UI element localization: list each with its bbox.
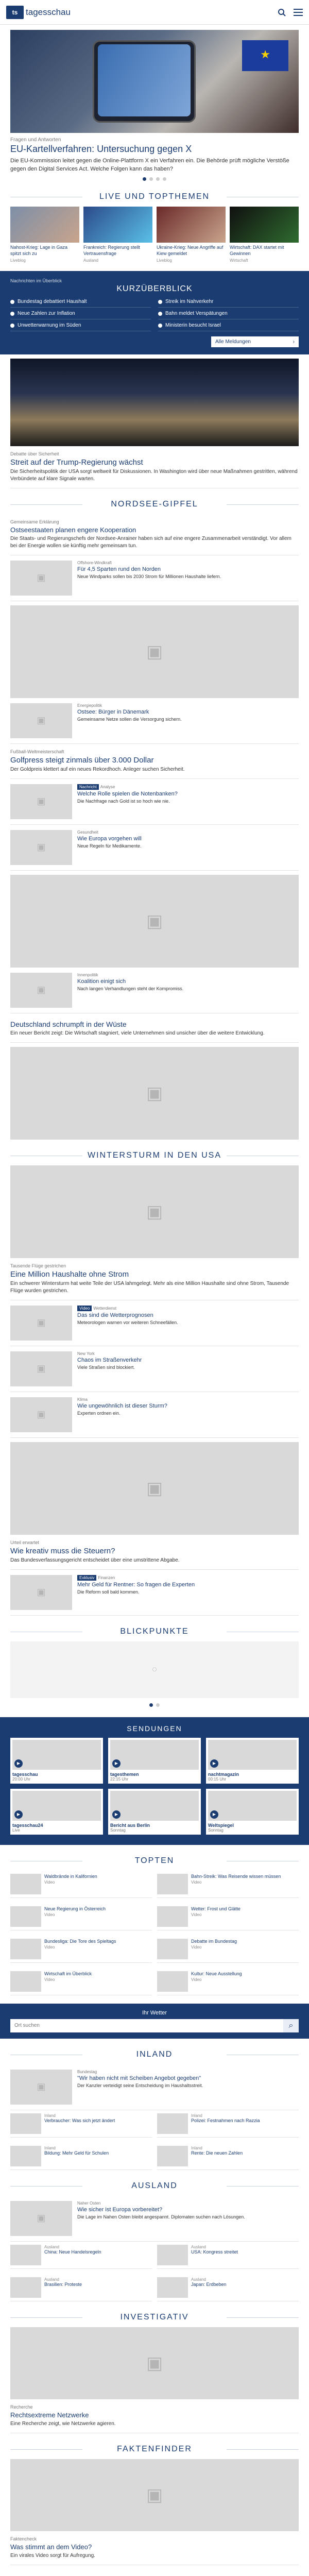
row-kicker: Offshore-Windkraft bbox=[77, 560, 112, 565]
sendung-card[interactable] bbox=[108, 1789, 201, 1835]
row-title: Welche Rolle spielen die Notenbanken? bbox=[77, 790, 178, 797]
item-kicker: Ausland bbox=[191, 2244, 206, 2249]
faktenfinder-article[interactable] bbox=[10, 2531, 299, 2565]
row-kicker: Innenpolitik bbox=[77, 972, 98, 977]
item-kicker: Ausland bbox=[191, 2277, 206, 2282]
winter-title: Eine Million Haushalte ohne Strom bbox=[10, 1269, 129, 1279]
row-desc: Die Nachfrage nach Gold ist so hoch wie nie. bbox=[77, 798, 170, 804]
image-placeholder-icon: ▣ bbox=[10, 1351, 72, 1386]
hero-teaser-text: Die EU-Kommission leitet gegen die Online-Plattform X ein Verfahren ein. Die Behörde prüft mögliche Verstöße gegen den Digital Services Act. Welche Folgen kann das haben? bbox=[10, 157, 289, 172]
image-placeholder-icon: ▣ bbox=[10, 561, 72, 596]
item-kicker: Inland bbox=[44, 2113, 56, 2118]
feature-title: Streit auf der Trump-Regierung wächst bbox=[10, 457, 143, 467]
play-icon: ▶ bbox=[210, 1810, 218, 1819]
kurzueberblick-item[interactable] bbox=[158, 311, 299, 319]
image-placeholder[interactable]: ▣ bbox=[10, 1442, 299, 1535]
live-card-title: Ukraine-Krieg: Neue Angriffe auf Kiew gemeldet bbox=[157, 245, 224, 257]
row-title: Chaos im Straßenverkehr bbox=[77, 1357, 142, 1363]
block2-row[interactable] bbox=[10, 779, 299, 825]
section-title-faktenfinder: FAKTENFINDER bbox=[0, 2445, 309, 2454]
deutschland-article[interactable] bbox=[10, 1013, 299, 1043]
kurzueberblick-item[interactable] bbox=[158, 299, 299, 308]
topten-title: Waldbrände in Kalifornien bbox=[44, 1873, 97, 1879]
topten-title: Debatte im Bundestag bbox=[191, 1938, 237, 1944]
winter-row[interactable] bbox=[10, 1300, 299, 1346]
image-placeholder-icon: ▣ bbox=[10, 2070, 72, 2105]
hero-teaser[interactable] bbox=[0, 30, 309, 173]
section-title-topten: TOPTEN bbox=[0, 1856, 309, 1866]
loading-spinner-icon: ◌ bbox=[152, 1665, 157, 1674]
kurzueberblick-title: KURZÜBERBLICK bbox=[116, 284, 193, 293]
section-title-blickpunkte: BLICKPUNKTE bbox=[0, 1627, 309, 1636]
play-icon: ▶ bbox=[112, 1759, 121, 1768]
pager-dot[interactable] bbox=[143, 177, 146, 181]
row-kicker: Klima bbox=[77, 1397, 88, 1402]
topten-meta: Video bbox=[191, 1977, 202, 1982]
image-placeholder-icon: ▣ bbox=[10, 830, 72, 865]
investigativ-article[interactable] bbox=[10, 2399, 299, 2433]
image-placeholder-icon: ▣ bbox=[10, 973, 72, 1008]
site-header bbox=[0, 0, 309, 25]
image-placeholder[interactable]: ▣ bbox=[10, 1165, 299, 1258]
image-placeholder[interactable]: ▣ bbox=[10, 1047, 299, 1140]
row-desc: Die Lage im Nahen Osten bleibt angespannt. Diplomaten suchen nach Lösungen. bbox=[77, 2214, 245, 2219]
sendung-time: Sonntag bbox=[208, 1827, 224, 1833]
sendung-time: Sonntag bbox=[110, 1827, 126, 1833]
ausland-item[interactable] bbox=[10, 2274, 152, 2301]
topten-title: Neue Regierung in Österreich bbox=[44, 1906, 106, 1911]
nordsee-title: Ostseestaaten planen engere Kooperation bbox=[10, 526, 136, 534]
inland-item[interactable] bbox=[10, 2143, 152, 2170]
inland-grid bbox=[10, 2110, 299, 2170]
winter-main[interactable] bbox=[10, 1258, 299, 1300]
topten-meta: Video bbox=[191, 1879, 202, 1885]
faktenfinder-kicker: Faktencheck bbox=[10, 2536, 37, 2541]
row-title: Das sind die Wetterprognosen bbox=[77, 1312, 153, 1318]
row-title: Ostsee: Bürger in Dänemark bbox=[77, 708, 149, 715]
image-placeholder-icon: ▣ bbox=[10, 1575, 72, 1610]
block3-title: Wie kreativ muss die Steuern? bbox=[10, 1546, 115, 1555]
row-desc: Der Kanzler verteidigt seine Entscheidung im Haushaltsstreit. bbox=[77, 2082, 203, 2088]
row-desc: Gemeinsame Netze sollen die Versorgung sichern. bbox=[77, 716, 182, 722]
investigativ-kicker: Recherche bbox=[10, 2404, 33, 2410]
topten-meta: Video bbox=[191, 1912, 202, 1917]
menu-icon[interactable] bbox=[294, 8, 303, 17]
topten-item[interactable] bbox=[10, 1968, 152, 1995]
feature-teaser: Die Sicherheitspolitik der USA sorgt weltweit für Diskussionen. In Washington wird über neue Maßnahmen gestritten, während Verbündete auf klare Signale warten. bbox=[10, 468, 298, 482]
live-cards bbox=[10, 207, 299, 262]
row-title: Wie Europa vorgehen will bbox=[77, 835, 142, 842]
kurzueberblick-item-label: Streik im Nahverkehr bbox=[165, 298, 214, 304]
block3-row[interactable] bbox=[10, 1570, 299, 1616]
row-kicker: New York bbox=[77, 1351, 95, 1356]
live-card-meta: Wirtschaft bbox=[230, 258, 248, 263]
row-kicker: Gesundheit bbox=[77, 829, 98, 835]
item-title: Japan: Erdbeben bbox=[191, 2281, 227, 2287]
ausland-item[interactable] bbox=[10, 2242, 152, 2269]
kurzueberblick-item-label: Bahn meldet Verspätungen bbox=[165, 310, 228, 316]
section-title-inland: INLAND bbox=[0, 2050, 309, 2059]
kurzueberblick-item[interactable] bbox=[158, 323, 299, 331]
nordsee-row[interactable] bbox=[10, 555, 299, 601]
block2-title: Golfpress steigt zinmals über 3.000 Dollar bbox=[10, 755, 154, 765]
image-placeholder-icon: ▣ bbox=[10, 1397, 72, 1432]
sendung-title: tagesschau24 bbox=[12, 1822, 43, 1828]
logo[interactable] bbox=[6, 6, 71, 19]
kurzueberblick-item-label: Neue Zahlen zur Inflation bbox=[18, 310, 75, 316]
sendung-title: tagesthemen bbox=[110, 1771, 139, 1777]
kurzueberblick-kicker: Nachrichten im Überblick bbox=[10, 278, 62, 283]
live-card-title: Nahost-Krieg: Lage in Gaza spitzt sich zu bbox=[10, 245, 68, 257]
feature-image[interactable] bbox=[10, 359, 299, 446]
sendung-title: tagesschau bbox=[12, 1771, 38, 1777]
sendung-time: 22:15 Uhr bbox=[110, 1776, 129, 1782]
hero-image: ★ bbox=[10, 30, 299, 133]
topten-title: Kultur: Neue Ausstellung bbox=[191, 1971, 242, 1976]
item-kicker: Ausland bbox=[44, 2277, 59, 2282]
pager-dot[interactable] bbox=[156, 177, 160, 181]
live-card-title: Frankreich: Regierung stellt Vertrauensfrage bbox=[83, 245, 141, 257]
topten-title: Bahn-Streik: Was Reisende wissen müssen bbox=[191, 1873, 281, 1879]
section-title-live: LIVE UND TOPTHEMEN bbox=[0, 192, 309, 201]
image-placeholder[interactable]: ▣ bbox=[10, 605, 299, 698]
topten-item[interactable] bbox=[10, 1936, 152, 1963]
item-kicker: Inland bbox=[44, 2145, 56, 2150]
sendung-title: Weltspiegel bbox=[208, 1822, 234, 1828]
item-title: Verbraucher: Was sich jetzt ändert bbox=[44, 2117, 115, 2123]
kurzueberblick-item[interactable] bbox=[10, 311, 151, 319]
section-title-investigativ: INVESTIGATIV bbox=[0, 2313, 309, 2322]
row-title: Wie ungewöhnlich ist dieser Sturm? bbox=[77, 1402, 167, 1409]
winter-kicker: Tausende Flüge gestrichen bbox=[10, 1263, 66, 1268]
ausland-grid bbox=[10, 2242, 299, 2301]
play-icon: ▶ bbox=[210, 1759, 218, 1768]
sendung-time: 20:00 Uhr bbox=[12, 1776, 31, 1782]
row-title: Koalition einigt sich bbox=[77, 978, 126, 985]
topten-meta: Video bbox=[191, 1944, 202, 1950]
row-kicker: Energiepolitik bbox=[77, 703, 102, 708]
topten-grid bbox=[10, 1871, 299, 1995]
weather-search-input[interactable] bbox=[10, 2019, 283, 2032]
sendungen-section bbox=[0, 1717, 309, 1845]
row-desc: Die Reform soll bald kommen. bbox=[77, 1589, 140, 1595]
live-card[interactable] bbox=[10, 207, 79, 262]
logo-text: tagesschau bbox=[26, 7, 71, 17]
live-card-meta: Liveblog bbox=[10, 258, 26, 263]
topten-title: Wirtschaft im Überblick bbox=[44, 1971, 92, 1976]
ausland-item[interactable] bbox=[157, 2274, 299, 2301]
image-placeholder-icon: ▣ bbox=[10, 784, 72, 819]
topten-item[interactable] bbox=[157, 1903, 299, 1930]
item-title: Bildung: Mehr Geld für Schulen bbox=[44, 2150, 109, 2156]
live-card[interactable] bbox=[230, 207, 299, 262]
tag-badge: Nachricht bbox=[77, 784, 99, 790]
tag-badge: Exklusiv bbox=[77, 1575, 96, 1581]
sendung-title: nachtmagazin bbox=[208, 1771, 239, 1777]
arrow-right-icon: › bbox=[293, 338, 295, 345]
live-card[interactable] bbox=[157, 207, 226, 262]
pager-dot[interactable] bbox=[149, 177, 153, 181]
row-desc: Nach langen Verhandlungen steht der Kompromiss. bbox=[77, 986, 184, 991]
item-title: Rente: Die neuen Zahlen bbox=[191, 2150, 243, 2156]
winter-desc: Ein schwerer Wintersturm hat weite Teile der USA lahmgelegt. Mehr als eine Million Haushalte sind ohne Strom, Tausende Flüge wurden gestrichen. bbox=[10, 1280, 289, 1294]
row-kicker: Bundestag bbox=[77, 2069, 97, 2074]
item-title: Polizei: Festnahmen nach Razzia bbox=[191, 2117, 260, 2123]
sendung-card[interactable] bbox=[206, 1738, 299, 1784]
kurzueberblick-button[interactable] bbox=[211, 336, 299, 347]
play-icon: ▶ bbox=[112, 1810, 121, 1819]
block3-main[interactable] bbox=[10, 1535, 299, 1570]
blickpunkte-loading bbox=[10, 1641, 299, 1698]
row-desc: Viele Straßen sind blockiert. bbox=[77, 1364, 135, 1370]
image-placeholder-icon: ▣ bbox=[10, 703, 72, 738]
kurzueberblick-button-label: Alle Meldungen bbox=[215, 338, 251, 345]
investigativ-desc: Eine Recherche zeigt, wie Netzwerke agieren. bbox=[10, 2420, 116, 2427]
sendungen-title: SENDUNGEN bbox=[127, 1724, 182, 1733]
tag-badge: Video bbox=[77, 1306, 92, 1311]
ausland-item[interactable] bbox=[157, 2242, 299, 2269]
row-title: Für 4,5 Sparten rund den Norden bbox=[77, 566, 161, 572]
pager-dot[interactable] bbox=[156, 1703, 160, 1707]
block2-kicker: Fußball-Weltmeisterschaft bbox=[10, 749, 64, 754]
item-title: China: Neue Handelsregeln bbox=[44, 2249, 101, 2255]
sendung-card[interactable] bbox=[10, 1789, 103, 1835]
topten-item[interactable] bbox=[157, 1871, 299, 1898]
sendung-card[interactable] bbox=[10, 1738, 103, 1784]
topten-item[interactable] bbox=[10, 1903, 152, 1930]
live-card-meta: Liveblog bbox=[157, 258, 172, 263]
block2-row[interactable] bbox=[10, 968, 299, 1013]
block3-kicker: Urteil erwartet bbox=[10, 1539, 40, 1545]
item-title: USA: Kongress streitet bbox=[191, 2249, 238, 2255]
play-icon: ▶ bbox=[14, 1759, 23, 1768]
item-title: Brasilien: Proteste bbox=[44, 2281, 82, 2287]
deutschland-title: Deutschland schrumpft in der Wüste bbox=[10, 1020, 127, 1028]
section-title-ausland: AUSLAND bbox=[0, 2181, 309, 2191]
nordsee-row[interactable] bbox=[10, 698, 299, 744]
section-title-winter: WINTERSTURM IN DEN USA bbox=[0, 1151, 309, 1160]
item-kicker: Inland bbox=[191, 2145, 202, 2150]
topten-title: Wetter: Frost und Glätte bbox=[191, 1906, 241, 1911]
deutschland-desc: Ein neuer Bericht zeigt: Die Wirtschaft stagniert, viele Unternehmen sind unsicher über die weitere Entwicklung. bbox=[10, 1030, 265, 1036]
sendung-card[interactable] bbox=[108, 1738, 201, 1784]
topten-item[interactable] bbox=[10, 1871, 152, 1898]
sendung-title: Bericht aus Berlin bbox=[110, 1822, 150, 1828]
block2-row[interactable] bbox=[10, 825, 299, 871]
inland-item[interactable] bbox=[10, 2110, 152, 2138]
pager-dot[interactable] bbox=[149, 1703, 153, 1707]
row-desc: Neue Regeln für Medikamente. bbox=[77, 843, 142, 849]
row-kicker: Wetterdienst bbox=[93, 1306, 117, 1311]
play-icon: ▶ bbox=[14, 1810, 23, 1819]
hero-pager bbox=[0, 177, 309, 181]
feature-article[interactable] bbox=[10, 446, 299, 488]
nordsee-main[interactable] bbox=[10, 514, 299, 555]
live-card[interactable] bbox=[83, 207, 152, 262]
item-kicker: Ausland bbox=[44, 2244, 59, 2249]
winter-row[interactable] bbox=[10, 1392, 299, 1438]
kurzueberblick-item-label: Bundestag debattiert Haushalt bbox=[18, 298, 87, 304]
topten-item[interactable] bbox=[157, 1936, 299, 1963]
weather-search-box bbox=[0, 2004, 309, 2039]
block2-main[interactable] bbox=[10, 744, 299, 779]
search-icon[interactable] bbox=[277, 8, 286, 17]
image-placeholder-icon: ▣ bbox=[10, 2201, 72, 2236]
weather-title: Ihr Wetter bbox=[142, 2009, 167, 2016]
live-card-meta: Ausland bbox=[83, 258, 98, 263]
row-title: Mehr Geld für Rentner: So fragen die Experten bbox=[77, 1581, 195, 1588]
item-kicker: Inland bbox=[191, 2113, 202, 2118]
image-placeholder[interactable]: ▣ bbox=[10, 2459, 299, 2531]
nordsee-kicker: Gemeinsame Erklärung bbox=[10, 519, 59, 524]
row-desc: Experten ordnen ein. bbox=[77, 1410, 121, 1416]
hero-kicker: Fragen und Antworten bbox=[10, 137, 61, 143]
investigativ-title: Rechtsextreme Netzwerke bbox=[10, 2411, 89, 2419]
blickpunkte-pager bbox=[0, 1703, 309, 1707]
topten-meta: Video bbox=[44, 1912, 55, 1917]
row-desc: Meteorologen warnen vor weiteren Schneefällen. bbox=[77, 1319, 178, 1325]
row-kicker: Finanzen bbox=[98, 1575, 115, 1580]
nordsee-desc: Die Staats- und Regierungschefs der Nordsee-Anrainer haben sich auf eine engere Zusammenarbeit verständigt. Vor allem bei der Energie wollen sie künftig mehr gemeinsam tun. bbox=[10, 535, 291, 549]
search-icon[interactable]: ⌕ bbox=[283, 2019, 299, 2032]
hero-title: EU-Kartellverfahren: Untersuchung gegen X bbox=[10, 144, 192, 154]
row-title: Wie sicher ist Europa vorbereitet? bbox=[77, 2206, 163, 2213]
faktenfinder-title: Was stimmt an dem Video? bbox=[10, 2543, 92, 2551]
block2-desc: Der Goldpreis klettert auf ein neues Rekordhoch. Anleger suchen Sicherheit. bbox=[10, 766, 185, 772]
ausland-main[interactable] bbox=[10, 2196, 299, 2242]
inland-item[interactable] bbox=[157, 2110, 299, 2138]
faktenfinder-desc: Ein virales Video sorgt für Aufregung. bbox=[10, 2552, 95, 2558]
row-title: "Wir haben nicht mit Scheiben Angebot gegeben" bbox=[77, 2075, 201, 2081]
kurzueberblick-box bbox=[0, 271, 309, 354]
row-kicker: Naher Osten bbox=[77, 2200, 101, 2206]
kurzueberblick-item-label: Ministerin besucht Israel bbox=[165, 322, 221, 328]
topten-title: Bundesliga: Die Tore des Spieltags bbox=[44, 1938, 116, 1944]
section-title-nordsee: NORDSEE-GIPFEL bbox=[0, 500, 309, 509]
logo-box: ts bbox=[6, 6, 24, 19]
sendung-time: 00:15 Uhr bbox=[208, 1776, 227, 1782]
winter-row[interactable] bbox=[10, 1346, 299, 1392]
pager-dot[interactable] bbox=[163, 177, 166, 181]
topten-meta: Video bbox=[44, 1944, 55, 1950]
topten-meta: Video bbox=[44, 1977, 55, 1982]
image-placeholder-icon: ▣ bbox=[10, 1306, 72, 1341]
sendung-time: Live bbox=[12, 1827, 20, 1833]
image-placeholder[interactable]: ▣ bbox=[10, 875, 299, 968]
topten-meta: Video bbox=[44, 1879, 55, 1885]
block3-desc: Das Bundesverfassungsgericht entscheidet über eine umstrittene Abgabe. bbox=[10, 1557, 180, 1563]
feature-kicker: Debatte über Sicherheit bbox=[10, 451, 59, 456]
live-card-title: Wirtschaft: DAX startet mit Gewinnen bbox=[230, 245, 284, 257]
image-placeholder[interactable]: ▣ bbox=[10, 2327, 299, 2399]
kurzueberblick-item[interactable] bbox=[10, 323, 151, 331]
row-kicker: Analyse bbox=[100, 784, 115, 789]
row-desc: Neue Windparks sollen bis 2030 Strom für Millionen Haushalte liefern. bbox=[77, 573, 221, 579]
kurzueberblick-item-label: Unwetterwarnung im Süden bbox=[18, 322, 81, 328]
inland-main[interactable] bbox=[10, 2064, 299, 2110]
inland-item[interactable] bbox=[157, 2143, 299, 2170]
topten-item[interactable] bbox=[157, 1968, 299, 1995]
kurzueberblick-item[interactable] bbox=[10, 299, 151, 308]
sendung-card[interactable] bbox=[206, 1789, 299, 1835]
